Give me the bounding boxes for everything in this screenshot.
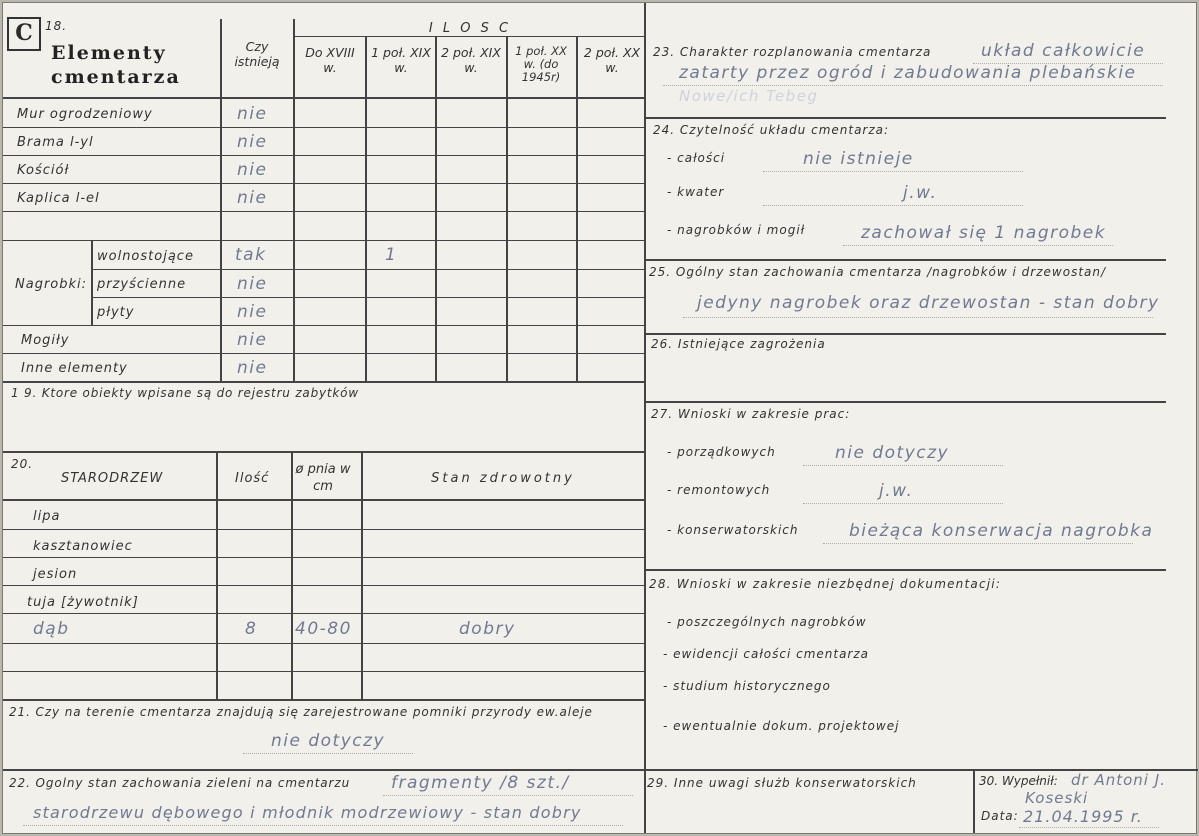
tree-lipa: lipa xyxy=(33,509,61,524)
nagrobki-wolnostojace-count: 1 xyxy=(385,245,398,265)
s20-col-name: STARODRZEW xyxy=(61,471,164,486)
s24-item-2: - kwater xyxy=(667,185,725,199)
nagrobki-przyscienne-exists: nie xyxy=(237,274,268,294)
s20-number: 20. xyxy=(11,457,34,471)
s20-col-count: Ilość xyxy=(235,471,270,486)
tree-kasztanowiec: kasztanowiec xyxy=(33,539,133,554)
s22-answer-2: starodrzewu dębowego i młodnik modrzewiowy - stan dobry xyxy=(33,803,582,822)
row-label-kaplica: Kaplica l-el xyxy=(17,191,100,206)
s30-date: 21.04.1995 r. xyxy=(1023,807,1143,826)
s20-col-diam: ø pnia w cm xyxy=(295,462,351,494)
row-exists-kosciol: nie xyxy=(237,160,268,180)
s26-label: 26. Istniejące zagrożenia xyxy=(651,337,826,351)
s20-col-health: Stan zdrowotny xyxy=(431,471,575,486)
s23-answer-1: układ całkowicie xyxy=(981,41,1146,61)
s27-label: 27. Wnioski w zakresie prac: xyxy=(651,407,851,421)
col-exists-header: Czy istnieją xyxy=(234,39,280,69)
s25-label: 25. Ogólny stan zachowania cmentarza /nagrobków i drzewostan/ xyxy=(649,265,1107,279)
s24-label: 24. Czytelność układu cmentarza: xyxy=(653,123,890,137)
nagrobki-plyty-exists: nie xyxy=(237,302,268,322)
s28-item-3: - studium historycznego xyxy=(663,679,831,693)
s22-answer-1: fragmenty /8 szt./ xyxy=(391,773,570,793)
tree-dab: dąb xyxy=(33,619,70,639)
nagrobki-label: Nagrobki: xyxy=(15,277,88,292)
nagrobki-plyty: płyty xyxy=(97,305,135,320)
row-exists-brama: nie xyxy=(237,132,268,152)
section-18-number: 18. xyxy=(45,19,68,33)
s30-date-label: Data: xyxy=(981,809,1019,823)
s24-answer-1: nie istnieje xyxy=(803,149,914,169)
s24-answer-3: zachował się 1 nagrobek xyxy=(861,223,1107,243)
s23-answer-2: zatarty przez ogród i zabudowania plebańskie xyxy=(679,63,1137,83)
tree-tuja: tuja [żywotnik] xyxy=(27,595,139,610)
tree-dab-count: 8 xyxy=(245,619,258,639)
period-3: 2 poł. XIX w. xyxy=(441,45,501,75)
nagrobki-przyscienne: przyścienne xyxy=(97,277,187,292)
s21-label: 21. Czy na terenie cmentarza znajdują się zarejestrowane pomniki przyrody ew.aleje xyxy=(9,705,593,719)
s23-answer-3: Nowe/ich Tebeg xyxy=(679,87,819,105)
tree-dab-health: dobry xyxy=(459,619,516,639)
row-label-mur: Mur ogrodzeniowy xyxy=(17,107,153,122)
s19-label: 1 9. Ktore obiekty wpisane są do rejestru zabytków xyxy=(11,386,359,400)
section-letter: C xyxy=(7,17,41,51)
s27-item-3: - konserwatorskich xyxy=(667,523,799,537)
s29-label: 29. Inne uwagi służb konserwatorskich xyxy=(647,776,917,790)
s30-name-1: dr Antoni J. xyxy=(1071,771,1166,789)
s27-item-2: - remontowych xyxy=(667,483,771,497)
row-label-kosciol: Kościół xyxy=(17,163,70,178)
row-exists-kaplica: nie xyxy=(237,188,268,208)
period-2: 1 poł. XIX w. xyxy=(371,45,431,75)
s27-answer-3: bieżąca konserwacja nagrobka xyxy=(849,521,1154,541)
period-1: Do XVIII w. xyxy=(305,45,355,75)
s24-item-3: - nagrobków i mogił xyxy=(667,223,806,237)
s28-item-1: - poszczególnych nagrobków xyxy=(667,615,867,629)
s28-label: 28. Wnioski w zakresie niezbędnej dokumentacji: xyxy=(649,577,1002,591)
s21-answer: nie dotyczy xyxy=(271,731,386,751)
s30-name-2: Koseski xyxy=(1025,789,1089,807)
s23-label: 23. Charakter rozplanowania cmentarza xyxy=(653,45,932,59)
row-exists-inne: nie xyxy=(237,358,268,378)
row-label-brama: Brama l-yl xyxy=(17,135,94,150)
s25-answer: jedyny nagrobek oraz drzewostan - stan dobry xyxy=(697,293,1160,313)
s27-answer-1: nie dotyczy xyxy=(835,443,950,463)
nagrobki-wolnostojace-exists: tak xyxy=(235,245,267,265)
s30-label: 30. Wypełnił: xyxy=(979,774,1058,788)
period-5: 2 poł. XX w. xyxy=(583,45,641,75)
period-4: 1 poł. XX w. (do 1945r) xyxy=(515,44,567,84)
col-ilosc-header: I L O S C xyxy=(428,21,512,36)
s22-label: 22. Ogolny stan zachowania zieleni na cmentarzu xyxy=(9,776,351,790)
row-exists-mur: nie xyxy=(237,104,268,124)
inventory-card xyxy=(2,2,1197,834)
tree-jesion: jesion xyxy=(33,567,78,582)
s28-item-4: - ewentualnie dokum. projektowej xyxy=(663,719,900,733)
s28-item-2: - ewidencji całości cmentarza xyxy=(663,647,870,661)
row-exists-mogily: nie xyxy=(237,330,268,350)
tree-dab-diam: 40-80 xyxy=(295,619,352,639)
nagrobki-wolnostojace: wolnostojące xyxy=(97,249,194,264)
elements-title-2: cmentarza xyxy=(51,66,181,88)
row-label-inne: Inne elementy xyxy=(21,361,128,376)
s27-item-1: - porządkowych xyxy=(667,445,776,459)
row-label-mogily: Mogiły xyxy=(21,333,70,348)
s24-answer-2: j.w. xyxy=(903,183,938,203)
elements-title-1: Elementy xyxy=(51,42,167,64)
s24-item-1: - całości xyxy=(667,151,726,165)
s27-answer-2: j.w. xyxy=(879,481,914,501)
